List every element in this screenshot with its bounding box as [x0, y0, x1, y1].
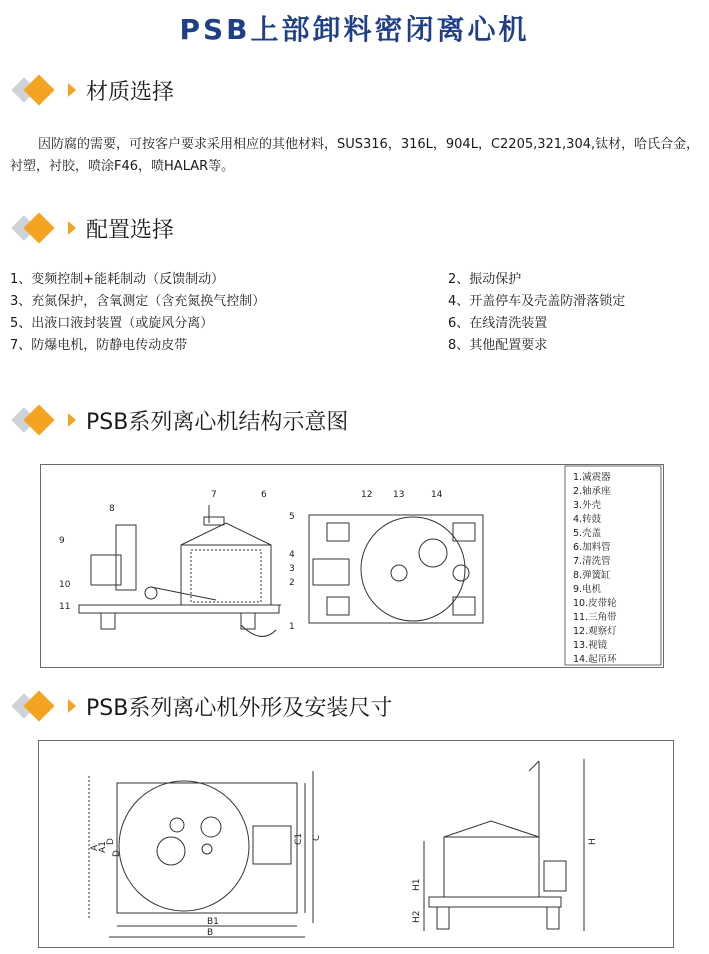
section-title: PSB系列离心机结构示意图 — [86, 410, 349, 435]
config-item: 8、其他配置要求 — [448, 338, 548, 353]
legend-item: 5.壳盖 — [573, 528, 602, 539]
callout-10: 10 — [59, 580, 71, 590]
legend-item: 13.视镜 — [573, 640, 608, 651]
motor-side-shape — [544, 861, 566, 891]
side-casing-shape — [444, 837, 539, 897]
lamp-shape — [391, 565, 407, 581]
config-item: 3、充氮保护，含氧测定（含充氮换气控制） — [10, 294, 266, 309]
legend-item: 8.弹簧缸 — [573, 570, 611, 581]
callout-12: 12 — [361, 490, 373, 500]
dim-label-D2: D — [112, 850, 122, 857]
sight-glass-shape — [419, 539, 447, 567]
arrow-right-icon — [68, 83, 76, 97]
material-paragraph: 因防腐的需要，可按客户要求采用相应的其他材料，SUS316，316L，904L，C2205,321,304,钛材，哈氏合金，衬塑，衬胶，喷涂F46，喷HALAR等。 — [10, 137, 700, 174]
casing-lid-shape — [181, 523, 271, 545]
damper-shape — [101, 613, 115, 629]
legend-item: 12.观察灯 — [573, 626, 617, 637]
legend-item: 11.三角带 — [573, 612, 617, 623]
callout-9: 9 — [59, 536, 65, 546]
legend-item: 1.减震器 — [573, 472, 611, 483]
callout-2: 2 — [289, 578, 295, 588]
dim-label-A: A — [90, 844, 100, 851]
plan-frame-shape — [117, 783, 297, 913]
dim-label-H1: H1 — [412, 878, 422, 891]
section-header-structure — [8, 400, 698, 440]
legend-item: 3.外壳 — [573, 500, 602, 511]
callout-8: 8 — [109, 504, 115, 514]
section-header-material — [8, 70, 698, 110]
section-header-config — [8, 208, 698, 248]
legend-item: 6.加料管 — [573, 542, 611, 553]
diamond-bullet-icon — [8, 208, 62, 248]
arrow-right-icon — [68, 221, 76, 235]
callout-14: 14 — [431, 490, 443, 500]
diamond-bullet-icon — [8, 70, 62, 110]
spring-cylinder-shape — [116, 525, 136, 590]
dim-label-B1: B1 — [207, 917, 219, 927]
legend-item: 14.起吊环 — [573, 654, 617, 665]
diamond-bullet-icon — [8, 400, 62, 440]
callout-6: 6 — [261, 490, 267, 500]
dim-label-A1: A1 — [98, 841, 108, 853]
structure-diagram — [41, 465, 663, 667]
section-title: 配置选择 — [86, 218, 175, 243]
config-item: 4、开盖停车及壳盖防滑落锁定 — [448, 294, 626, 309]
callout-7: 7 — [211, 490, 217, 500]
legend-item: 4.转鼓 — [573, 514, 602, 525]
callout-4: 4 — [289, 550, 295, 560]
callout-3: 3 — [289, 564, 295, 574]
side-base-shape — [429, 897, 561, 907]
base-frame-shape — [79, 605, 279, 613]
top-view-casing-shape — [361, 517, 465, 621]
dim-label-C1: C1 — [294, 832, 304, 845]
sight-glass-shape — [157, 837, 185, 865]
section-title: 材质选择 — [86, 80, 175, 105]
callout-13: 13 — [393, 490, 405, 500]
belt-pulley-shape — [145, 587, 157, 599]
callout-1: 1 — [289, 622, 295, 632]
dimension-diagram-frame — [38, 740, 674, 948]
page-title: PSB上部卸料密闭离心机 — [179, 13, 530, 46]
legend-item: 7.清洗管 — [573, 556, 611, 567]
dim-label-B: B — [207, 928, 214, 938]
legend-item: 2.轴承座 — [573, 486, 611, 497]
outlet-pipe-shape — [241, 625, 276, 636]
callout-11: 11 — [59, 602, 71, 612]
arrow-right-icon — [68, 413, 76, 427]
legend-item: 10.皮带轮 — [573, 598, 617, 609]
dim-label-H: H — [588, 838, 598, 845]
dim-label-H2: H2 — [412, 910, 422, 923]
drum-shape — [191, 550, 261, 602]
section-title: PSB系列离心机外形及安装尺寸 — [86, 696, 393, 721]
diamond-bullet-icon — [8, 686, 62, 726]
dim-label-C: C — [312, 834, 322, 841]
motor-plan-shape — [253, 826, 291, 864]
config-item: 2、振动保护 — [448, 272, 522, 287]
section-header-dimensions — [8, 686, 698, 726]
arrow-right-icon — [68, 699, 76, 713]
dim-label-D: D — [106, 838, 116, 845]
config-item: 6、在线清洗装置 — [448, 316, 548, 331]
structure-diagram-frame — [40, 464, 664, 668]
config-item: 7、防爆电机，防静电传动皮带 — [10, 338, 188, 353]
dimension-diagram — [39, 741, 673, 947]
motor-top-shape — [313, 559, 349, 585]
config-item: 5、出液口液封装置（或旋风分离） — [10, 316, 214, 331]
legend-item: 9.电机 — [573, 584, 602, 595]
top-view-frame-shape — [309, 515, 483, 623]
config-item: 1、变频控制+能耗制动（反馈制动） — [10, 272, 225, 287]
callout-5: 5 — [289, 512, 295, 522]
